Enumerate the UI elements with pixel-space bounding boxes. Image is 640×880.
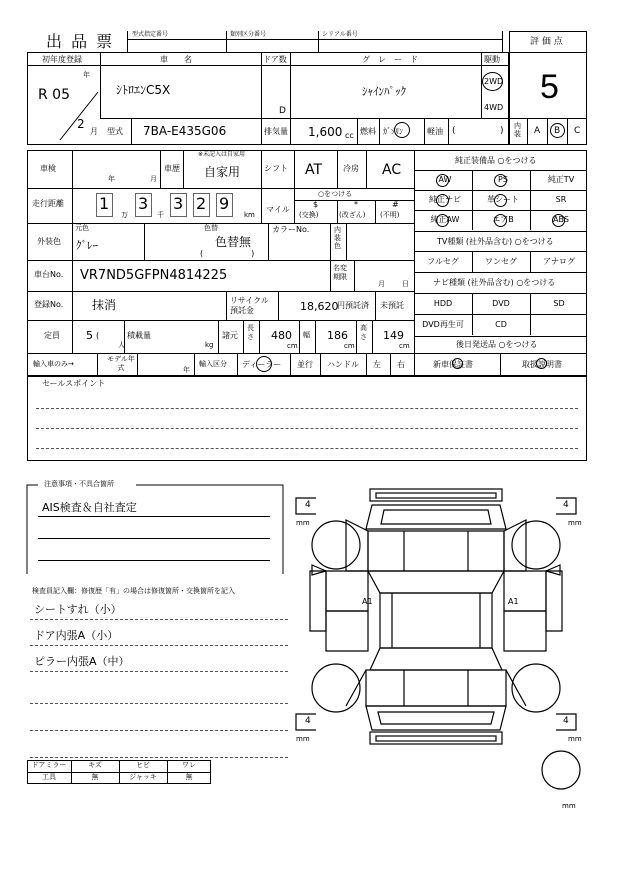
length-cm: cm	[287, 342, 298, 350]
mileage-digit: 3	[173, 194, 184, 213]
tv-col-line	[472, 251, 473, 272]
navi-col-line	[472, 293, 473, 314]
navi-col-line	[530, 314, 531, 335]
equip-item: SR	[555, 195, 567, 204]
tire-fr-mm: mm	[568, 519, 582, 527]
cc-unit: cc	[345, 131, 354, 140]
expiry-month: 月	[378, 280, 385, 288]
tire-fr-value: 4	[563, 500, 569, 510]
shaken-year-unit: 年	[108, 175, 115, 183]
expiry-label: 名変期限	[333, 264, 347, 281]
expiry-day: 日	[402, 280, 409, 288]
light-oil-label: 軽油	[427, 127, 443, 136]
interior-c: C	[574, 126, 581, 136]
equip-item: PS	[498, 175, 508, 184]
equip-item: 純正ナビ	[429, 195, 461, 204]
navi-item: HDD	[433, 299, 453, 308]
color-no-label: カラーNo.	[272, 225, 310, 234]
shift-label: シフト	[264, 164, 288, 173]
mirror-table-header: ワレ	[182, 761, 196, 769]
interior-label: 内装	[514, 122, 521, 138]
equip-item: AW	[438, 175, 452, 184]
model-cert-label: 型式指定番号	[132, 31, 169, 38]
capacity-paren: (	[96, 331, 100, 340]
height-value: 149	[383, 329, 404, 342]
equip-item: ABS	[553, 215, 569, 224]
km-unit: km	[244, 211, 255, 219]
swap-mark: $	[313, 200, 319, 209]
equip-item: エアB	[492, 215, 514, 224]
reg-no-value: 抹消	[92, 298, 117, 312]
grade-value: ｼｬｲﾝﾊﾟｯｸ	[362, 85, 406, 98]
capacity-value: 5	[86, 329, 93, 342]
reg-no-label: 登録No.	[34, 300, 64, 309]
model-year-unit: 年	[183, 366, 190, 374]
tv-col-line	[530, 251, 531, 272]
panel-left-mark: A1	[362, 597, 373, 606]
category-label: 類別区分番号	[230, 31, 267, 38]
parallel-option: 並行	[297, 360, 313, 369]
equip-item: 純正TV	[547, 175, 575, 184]
equip-row-line	[414, 210, 587, 211]
use-value: 自家用	[204, 165, 241, 179]
paren-close: )	[500, 126, 504, 136]
chassis-label: 車台No.	[34, 270, 64, 279]
equip-row-line	[414, 190, 587, 191]
repair-note-item: シートすれ（小）	[34, 603, 122, 616]
mirror-table-header: キズ	[88, 761, 102, 769]
tv-item: アナログ	[543, 257, 575, 266]
shaken-month-unit: 月	[150, 175, 157, 183]
chassis-value: VR7ND5GFPN4814225	[80, 268, 228, 283]
equip-item-circle	[494, 214, 507, 227]
note-line-0: AIS検査＆自社査定	[42, 501, 137, 514]
ac-value: AC	[382, 162, 402, 178]
later-title: 後日発送品 ○をつける	[456, 340, 538, 349]
mileage-digit: 2	[196, 194, 207, 213]
repair-note-line	[30, 703, 288, 704]
handle-right: 右	[397, 360, 405, 369]
paren-open: (	[452, 126, 456, 136]
equip-item-circle	[494, 194, 507, 207]
repair-note-line	[30, 645, 288, 646]
mile-label: マイル	[266, 205, 290, 214]
equip-item-circle	[552, 214, 565, 227]
color-label: 外装色	[37, 237, 61, 246]
interior-b: B	[554, 126, 561, 136]
use-label: 車歴	[164, 164, 180, 173]
first-reg-month: 2	[77, 117, 85, 131]
navi-item: DVD	[492, 299, 510, 308]
drive-label: 駆動	[484, 55, 500, 64]
first-reg-label: 初年度登録	[42, 55, 82, 64]
payload-label: 積載量	[127, 331, 151, 340]
mirror-table-value: 無	[185, 773, 193, 781]
unknown-text: (不明)	[380, 211, 400, 219]
equip-item-circle	[494, 174, 507, 187]
car-name-label: 車 名	[160, 55, 192, 64]
width-label: 幅	[303, 331, 310, 339]
unknown-mark: #	[392, 200, 399, 209]
mirror-table-header: ヒビ	[136, 761, 150, 769]
fuel-label: 燃料	[360, 127, 376, 136]
length-label: 長さ	[247, 324, 254, 341]
capacity-label: 定員	[44, 331, 60, 340]
drive-2wd: 2WD	[484, 77, 504, 86]
width-value: 186	[327, 329, 348, 342]
spare-mm: mm	[562, 802, 576, 810]
sales-point-label: セールスポイント	[42, 379, 106, 388]
payload-kg: kg	[205, 341, 214, 349]
mileage-digit: 9	[219, 194, 230, 213]
dims-label: 諸元	[222, 331, 238, 340]
navi-item: DVD再生可	[422, 320, 464, 329]
equip-item-circle	[436, 174, 449, 187]
import-only-label: 輸入車のみ→	[33, 360, 74, 368]
tire-rl-mm: mm	[296, 735, 310, 743]
repaint-paren: ( )	[200, 249, 255, 258]
first-reg-era: R 05	[38, 87, 70, 103]
handle-left: 左	[373, 360, 381, 369]
mileage-label: 走行距離	[32, 199, 64, 208]
repair-note-line	[30, 619, 288, 620]
equip-col-line	[530, 190, 531, 210]
tire-fl-value: 4	[305, 500, 311, 510]
tv-item: フルセグ	[427, 257, 459, 266]
repair-note-line	[30, 671, 288, 672]
doors-label: ドア数	[263, 55, 287, 64]
score-label: 評 価 点	[530, 37, 563, 47]
height-cm: cm	[399, 342, 410, 350]
tamper-mark: *	[354, 200, 358, 209]
equip-col-line	[472, 190, 473, 210]
panel-right-mark: A1	[508, 597, 519, 606]
mileage-digit: 3	[138, 194, 149, 213]
orig-color-value: ｸﾞﾚｰ	[76, 239, 98, 252]
tamper-text: (改ざん)	[339, 211, 366, 219]
repair-note-item: ドア内張A（小）	[34, 629, 119, 642]
equip-col-line	[530, 170, 531, 190]
later-item-1: 取扱説明書	[522, 360, 562, 369]
navi-item: SD	[553, 299, 565, 308]
sen-unit: 千	[157, 211, 164, 219]
interior-color-label: 内装色	[334, 226, 341, 250]
repair-note-item: ピラー内張A（中）	[34, 655, 130, 668]
tv-item: ワンセグ	[485, 257, 517, 266]
height-label: 高さ	[360, 324, 367, 341]
model-value: 7BA-E435G06	[143, 124, 227, 138]
model-label: 型式	[107, 127, 123, 136]
mileage-digit: 1	[99, 194, 110, 213]
score-value: 5	[540, 68, 559, 106]
navi-col-line	[530, 293, 531, 314]
navi-item: CD	[495, 320, 507, 329]
tire-fl-mm: mm	[296, 519, 310, 527]
serial-label: シリアル番号	[322, 31, 358, 38]
equip-col-line	[472, 170, 473, 190]
shaken-label: 車検	[40, 164, 56, 173]
use-note: ※未記入は自家用	[198, 151, 246, 158]
shift-value: AT	[305, 162, 323, 178]
ac-label: 冷房	[343, 164, 359, 173]
handle-label: ハンドル	[327, 360, 359, 369]
repaint-value: 色替無	[215, 235, 252, 249]
navi-col-line	[472, 314, 473, 335]
interior-a: A	[534, 126, 541, 136]
displacement-value: 1,600	[308, 125, 343, 139]
navi-title: ナビ種類 (社外品含む) ○をつける	[433, 278, 556, 287]
orig-color-label: 元色	[75, 224, 89, 232]
capacity-unit: 人	[118, 341, 125, 349]
repair-note-line	[30, 757, 288, 758]
door-value: D	[279, 106, 286, 116]
dealer-option: ディーラー	[242, 360, 282, 369]
recycle-value: 18,620	[300, 300, 339, 313]
swap-text: (交換)	[299, 211, 319, 219]
length-value: 480	[271, 329, 292, 342]
later-item-0: 新車保証書	[433, 360, 473, 369]
equip-item-circle	[436, 214, 449, 227]
width-cm: cm	[344, 342, 355, 350]
equip-col-line	[472, 210, 473, 230]
mirror-table-value: 無	[91, 773, 99, 781]
grade-label: グ レ ー ド	[362, 55, 418, 64]
equip-item: 革シート	[487, 195, 519, 204]
equip-item: 純正AW	[430, 215, 460, 224]
equip-col-line	[530, 210, 531, 230]
drive-4wd: 4WD	[484, 103, 504, 112]
inspector-note: 検査員記入欄：修復歴「有」の場合は修復箇所・交換箇所を記入	[32, 587, 235, 595]
month-unit: 月	[90, 127, 98, 136]
navi-row-line	[414, 314, 587, 315]
form-title: 出 品 票	[46, 32, 115, 51]
genuine-title: 純正装備品 ○をつける	[455, 156, 537, 165]
equip-item-circle	[436, 194, 449, 207]
year-unit: 年	[83, 71, 90, 79]
model-year-label: モデル年式	[107, 355, 135, 372]
mirror-table-header: ドアミラー	[31, 761, 67, 769]
tire-rr-value: 4	[563, 716, 569, 726]
tire-rr-mm: mm	[568, 735, 582, 743]
notes-title: 注意事項・不具合箇所	[44, 480, 114, 488]
import-cat-label: 輸入区分	[199, 360, 227, 368]
recycle-label: リサイクル預託金	[230, 296, 269, 315]
recycle-unit: 円預託済	[337, 301, 369, 310]
mirror-table-value: ジャッキ	[129, 773, 157, 781]
repair-note-line	[30, 730, 288, 731]
mirror-table-value: 工具	[42, 773, 56, 781]
fuel-value: ｶﾞｿﾘﾝ	[383, 127, 403, 136]
tire-rl-value: 4	[305, 716, 311, 726]
car-name-value: ｼﾄﾛｴﾝC5X	[116, 83, 171, 97]
mark-note: ○をつける	[318, 190, 353, 198]
tv-title: TV種類 (社外品含む) ○をつける	[437, 237, 554, 246]
recycle-unpaid: 未預託	[380, 301, 404, 310]
repaint-label: 色替	[204, 224, 218, 232]
man-unit: 万	[121, 211, 128, 219]
displacement-label: 排気量	[264, 127, 288, 136]
